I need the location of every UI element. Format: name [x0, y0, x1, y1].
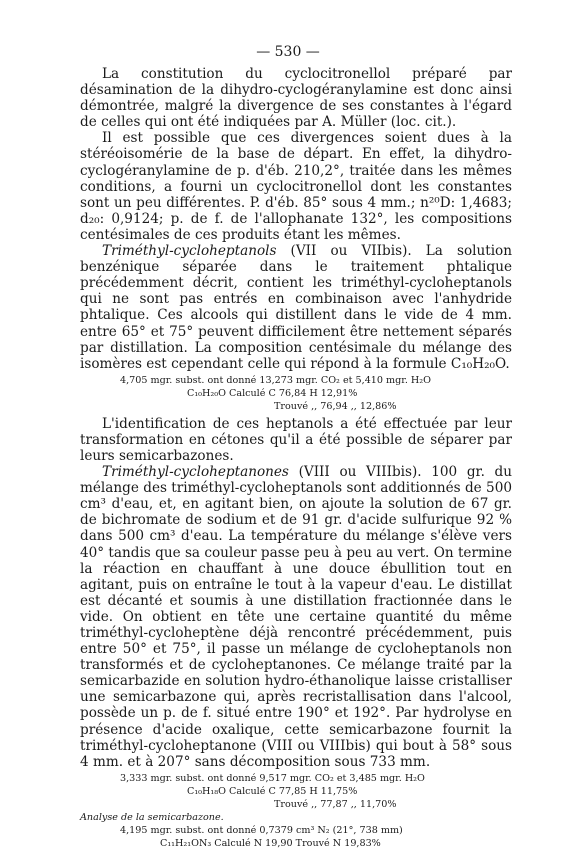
paragraph-5	[80, 464, 512, 770]
analysis-2-line-5: C₁₁H₂₁ON₃ Calculé N 19,90 Trouvé N 19,83%	[160, 837, 381, 849]
analysis-block-2	[80, 772, 512, 850]
semicarbazone-analysis-heading: Analyse de la semicarbazone.	[80, 811, 224, 823]
paragraph-4: L'identification de ces heptanols a été effectuée par leur transformation en cétones qu'il a été possible de séparer par leurs semicarbazones.	[80, 415, 512, 464]
analysis-2-line-1: 3,333 mgr. subst. ont donné 9,517 mgr. CO₂ et 3,485 mgr. H₂O	[120, 772, 425, 784]
analysis-2-line-3: Trouvé ,, 77,87 ,, 11,70%	[274, 798, 397, 810]
section-title-cycloheptanones: Triméthyl-cycloheptanones	[102, 464, 289, 481]
analysis-block-1	[80, 374, 512, 413]
analysis-2-line-2: C₁₀H₁₈O Calculé C 77,85 H 11,75%	[187, 785, 358, 797]
paragraph-5-text: (VIII ou VIIIbis). 100 gr. du mélange des triméthyl-cycloheptanols sont additionnés de 500 cm³ d'eau, et, en agitant bien, on ajoute la solution de 67 gr. de bichromate de sodium et de 91 gr. d'acide sulfurique 92 % dans 500 cm³ d'eau. La température du mélange s'élève vers 40° tandis que sa couleur passe peu à peu au vert. On termine la réaction en chauffant à une douce ébullition tout en agitant, puis on entraîne le tout à la vapeur d'eau. Le distillat est décanté et soumis à une distillation fractionnée dans le vide. On obtient en tête une certaine quantité du même triméthyl-cycloheptène déjà rencontré précédemment, puis entre 50° et 75°, il passe un mélange de cycloheptanols non transformés et de cycloheptanones. Ce mélange traité par la semicarbazide en solution hydro-éthanolique laisse cristalliser une semicarbazone qui, après recristallisation dans l'alcool, possède un p. de f. situé entre 190° et 192°. Par hydrolyse en présence d'acide oxalique, cette semicarbazone fournit la triméthyl-cycloheptanone (VIII ou VIIIbis) qui bout à 58° sous 4 mm. et à 207° sans décomposition sous 733 mm.	[80, 464, 512, 770]
paragraph-2: Il est possible que ces divergences soient dues à la stéréoisomérie de la base de départ. En effet, la dihydro-cyclogéranylamine de p. d'éb. 210,2°, traitée dans les mêmes conditions, a fourni un cyclocitronellol dont les constantes sont un peu différentes. P. d'éb. 85° sous 4 mm.; n²⁰D: 1,4683; d₂₀: 0,9124; p. de f. de l'allophanate 132°, les compositions centésimales de ces produits étant les mêmes.	[80, 130, 512, 243]
section-title-cycloheptanols: Triméthyl-cycloheptanols	[102, 243, 277, 260]
analysis-1-line-1: 4,705 mgr. subst. ont donné 13,273 mgr. CO₂ et 5,410 mgr. H₂O	[120, 374, 431, 386]
page-number: — 530 —	[256, 44, 320, 60]
paragraph-3	[80, 243, 512, 372]
analysis-1-line-2: C₁₀H₂₀O Calculé C 76,84 H 12,91%	[187, 387, 358, 399]
analysis-1-line-3: Trouvé ,, 76,94 ,, 12,86%	[274, 400, 397, 412]
analysis-2-line-4: 4,195 mgr. subst. ont donné 0,7379 cm³ N₂ (21°, 738 mm)	[120, 824, 403, 836]
paragraph-1: La constitution du cyclocitronellol préparé par désamination de la dihydro-cyclogéranylamine est donc ainsi démontrée, malgré la divergence de ses constantes à l'égard de celles qui ont été indiquées par A. Müller (loc. cit.).	[80, 66, 512, 131]
body-text	[80, 66, 512, 853]
paragraph-3-text: (VII ou VIIbis). La solution benzénique séparée dans le traitement phtalique précédemment décrit, contient les triméthyl-cycloheptanols qui ne sont pas entrés en combinaison avec l'anhydride phtalique. Ces alcools qui distillent dans le vide de 4 mm. entre 65° et 75° peuvent difficilement être nettement séparés par distillation. La composition centésimale du mélange des isomères est cependant celle qui répond à la formule C₁₀H₂₀O.	[80, 243, 512, 372]
